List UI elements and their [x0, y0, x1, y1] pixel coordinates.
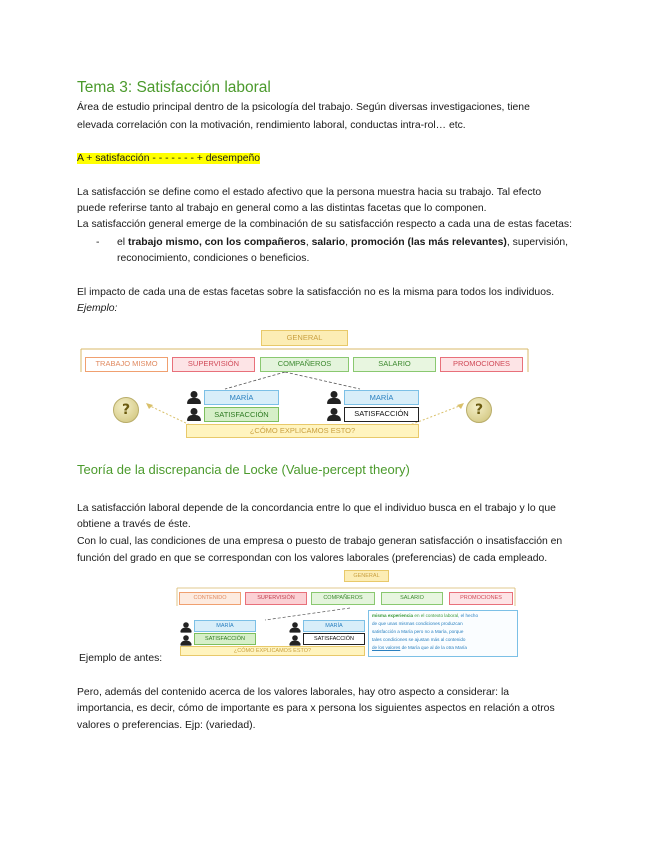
person-left-icon-2 [186, 408, 202, 422]
bullet-bold-1: trabajo mismo, con los compañeros [127, 237, 306, 248]
satisfaccion-left-box-2: SATISFACCIÓN [194, 633, 256, 645]
locke-line-3: Con lo cual, las condiciones de una empresa o puesto de trabajo generan satisfacción o insatisfacción en [77, 536, 563, 547]
definition-line-3: La satisfacción general emerge de la combinación de su satisfacción respecto a cada una de estas facetas: [77, 219, 573, 230]
facet-promociones-2: PROMOCIONES [449, 592, 513, 605]
bullet-bold-4: (las más relevantes) [407, 237, 507, 248]
note-line-2: de que unas mismas condiciones produzcan [372, 621, 463, 626]
note-line-5 [372, 644, 467, 652]
note-l1a: misma experiencia [372, 613, 414, 618]
question-bubble-left-icon: ? [113, 397, 139, 423]
note-line-3: satisfacción a María pero no a María, porque [372, 629, 464, 634]
maria-left-box: MARÍA [204, 390, 279, 405]
person-right-icon-2 [326, 408, 342, 422]
facet-contenido: CONTENIDO [179, 592, 241, 605]
section-2-title: Teoría de la discrepancia de Locke (Value-percept theory) [77, 462, 410, 477]
formula-highlight: A + satisfacción - - - - - - - + desempeño [77, 153, 261, 164]
maria-right-box: MARÍA [344, 390, 419, 405]
connector-left [225, 372, 285, 389]
closing-line-3: valores o preferencias. Ejp: (variedad). [77, 720, 256, 731]
facet-supervision-2: SUPERVISIÓN [245, 592, 307, 605]
note-l5b: de María que al de la otra María [400, 645, 467, 650]
example-before-label: Ejemplo de antes: [79, 653, 163, 664]
facet-trabajo-mismo: TRABAJO MISMO [85, 357, 168, 372]
example-label: Ejemplo: [77, 303, 118, 314]
person-right-icon-d2-b [290, 635, 300, 645]
facet-promociones: PROMOCIONES [440, 357, 523, 372]
bullet-dash: - [96, 237, 100, 248]
note-line-1 [372, 612, 478, 620]
question-arrowhead-right [457, 403, 464, 409]
bullet-bold-3: promoción [350, 237, 405, 248]
general-box-2: GENERAL [344, 570, 389, 582]
person-left-icon-d2-b [181, 635, 191, 645]
person-left-icon [186, 391, 202, 405]
intro-line-2: elevada correlación con la motivación, rendimiento laboral, conductas intra-rol… etc. [77, 120, 466, 131]
question-arrowhead-left [146, 403, 153, 409]
question-arrow-left [148, 405, 190, 425]
bullet-line-1 [117, 234, 568, 251]
closing-line-2: importancia, es decir, cómo de importante es para x persona los siguientes aspectos en relación a otros [77, 703, 555, 714]
page-title: Tema 3: Satisfacción laboral [77, 79, 271, 96]
definition-line-1: La satisfacción se define como el estado afectivo que la persona muestra hacia su trabajo. Tal efecto [77, 187, 542, 198]
note-line-4: tales condiciones se ajustan más al contenido [372, 637, 466, 642]
locke-line-4: función del grado en que se correspondan con los valores laborales (preferencias) de cada empleado. [77, 553, 548, 564]
facet-companeros-2: COMPAÑEROS [311, 592, 375, 605]
question-box: ¿CÓMO EXPLICAMOS ESTO? [186, 424, 419, 438]
question-bubble-right-icon: ? [466, 397, 492, 423]
connector-2 [265, 608, 350, 620]
formula [77, 150, 260, 167]
facet-salario: SALARIO [353, 357, 436, 372]
maria-right-box-2: MARÍA [303, 620, 365, 632]
note-l1b: en el contexto laboral [413, 613, 459, 618]
bullet-sep-2: , [345, 237, 351, 248]
person-right-icon [326, 391, 342, 405]
bullet-post: , supervisión, [506, 237, 569, 248]
person-left-icon-d2 [181, 622, 191, 632]
facet-companeros: COMPAÑEROS [260, 357, 349, 372]
bullet-sep-1: , [305, 237, 312, 248]
question-box-2: ¿CÓMO EXPLICAMOS ESTO? [180, 646, 365, 656]
diagram-2 [175, 570, 520, 660]
maria-left-box-2: MARÍA [194, 620, 256, 632]
person-right-icon-d2 [290, 622, 300, 632]
locke-line-1: La satisfacción laboral depende de la concordancia entre lo que el individuo busca en el trabajo y lo que [77, 503, 556, 514]
bullet-pre: el [117, 237, 128, 248]
connector-right [285, 372, 360, 389]
closing-line-1: Pero, además del contenido acerca de los valores laborales, hay otro aspecto a considerar: la [77, 687, 510, 698]
general-box: GENERAL [261, 330, 348, 346]
facet-salario-2: SALARIO [381, 592, 443, 605]
bullet-bold-2: salario [311, 237, 346, 248]
note-box [368, 610, 518, 657]
locke-line-2: obtiene a través de éste. [77, 519, 191, 530]
definition-line-2: puede referirse tanto al trabajo en general como a las distintas facetas que lo componen. [77, 203, 487, 214]
diagram-1 [80, 325, 530, 445]
impact-text: El impacto de cada una de estas facetas sobre la satisfacción no es la misma para todos los individuos. [77, 287, 555, 298]
note-l5a: de los valores [372, 645, 401, 650]
intro-line-1: Área de estudio principal dentro de la psicología del trabajo. Según diversas investigaciones, tiene [77, 102, 530, 113]
facet-supervision: SUPERVISIÓN [172, 357, 255, 372]
note-l1c: , el hecho [458, 613, 478, 618]
satisfaccion-right-box-2: SATISFACCIÓN [303, 633, 365, 645]
satisfaccion-right-box: SATISFACCIÓN [344, 407, 419, 422]
satisfaccion-left-box: SATISFACCIÓN [204, 407, 279, 422]
bullet-line-2: reconocimiento, condiciones o beneficios. [117, 253, 310, 264]
